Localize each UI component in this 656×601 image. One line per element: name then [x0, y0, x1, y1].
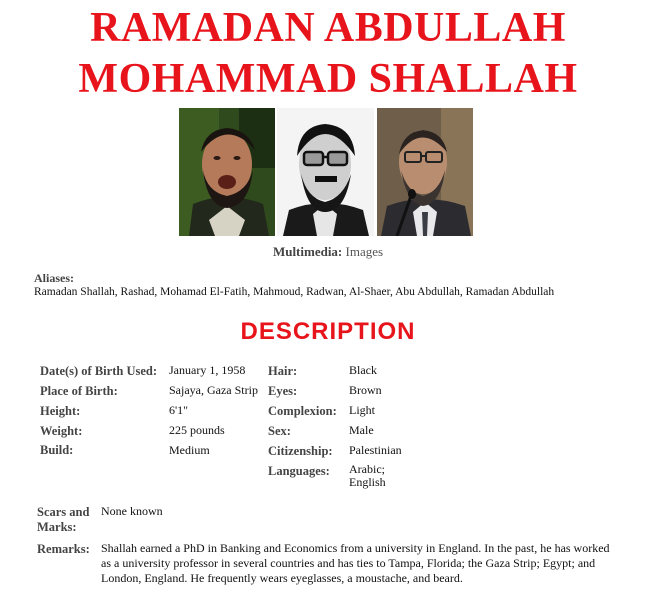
dob-label: Date(s) of Birth Used: [40, 364, 157, 378]
languages-value-2: English [349, 475, 386, 489]
dob-value: January 1, 1958 [169, 363, 246, 377]
subject-photo-3 [377, 108, 473, 236]
complexion-value: Light [349, 403, 375, 417]
name-title-line-1: RAMADAN ABDULLAH [90, 5, 566, 51]
hair-label: Hair: [268, 364, 298, 378]
description-heading: DESCRIPTION [240, 318, 416, 345]
aliases-text: Ramadan Shallah, Rashad, Mohamad El-Fatih, Mahmoud, Radwan, Al-Shaer, Abu Abdullah, Ramadan Abdullah [34, 286, 555, 298]
height-label: Height: [40, 404, 81, 418]
subject-photo-2 [277, 108, 374, 236]
citizenship-label: Citizenship: [268, 444, 333, 458]
remarks-text: Shallah earned a PhD in Banking and Economics from a university in England. In the past, he has worked as a university professor in several countries and has ties to Tampa, Florida; the Gaza Strip; Egypt; and London, England. He frequently wears eyeglasses, a moustache, and beard. [101, 541, 610, 585]
multimedia-images-link[interactable]: Images [345, 244, 384, 259]
multimedia-row [0, 244, 656, 260]
build-label: Build: [40, 443, 74, 457]
languages-label: Languages: [268, 464, 330, 478]
languages-value-1: Arabic; [349, 462, 385, 476]
build-value: Medium [169, 443, 210, 457]
pob-value: Sajaya, Gaza Strip [169, 383, 258, 397]
remarks-label: Remarks: [37, 542, 90, 556]
sex-value: Male [349, 423, 374, 437]
subject-photo-1 [179, 108, 275, 236]
multimedia-label: Multimedia: [272, 244, 343, 259]
weight-value: 225 pounds [169, 423, 225, 437]
scars-label-line-2: Marks: [37, 520, 77, 534]
pob-label: Place of Birth: [40, 384, 118, 398]
sex-label: Sex: [268, 424, 291, 438]
citizenship-value: Palestinian [349, 443, 402, 457]
aliases-label: Aliases: [34, 271, 74, 285]
eyes-value: Brown [349, 383, 382, 397]
weight-label: Weight: [40, 424, 83, 438]
scars-value: None known [101, 504, 163, 518]
complexion-label: Complexion: [268, 404, 337, 418]
hair-value: Black [349, 363, 377, 377]
height-value: 6'1" [169, 403, 189, 417]
name-title-line-2: MOHAMMAD SHALLAH [78, 56, 578, 102]
scars-label-line-1: Scars and [37, 505, 90, 519]
eyes-label: Eyes: [268, 384, 298, 398]
